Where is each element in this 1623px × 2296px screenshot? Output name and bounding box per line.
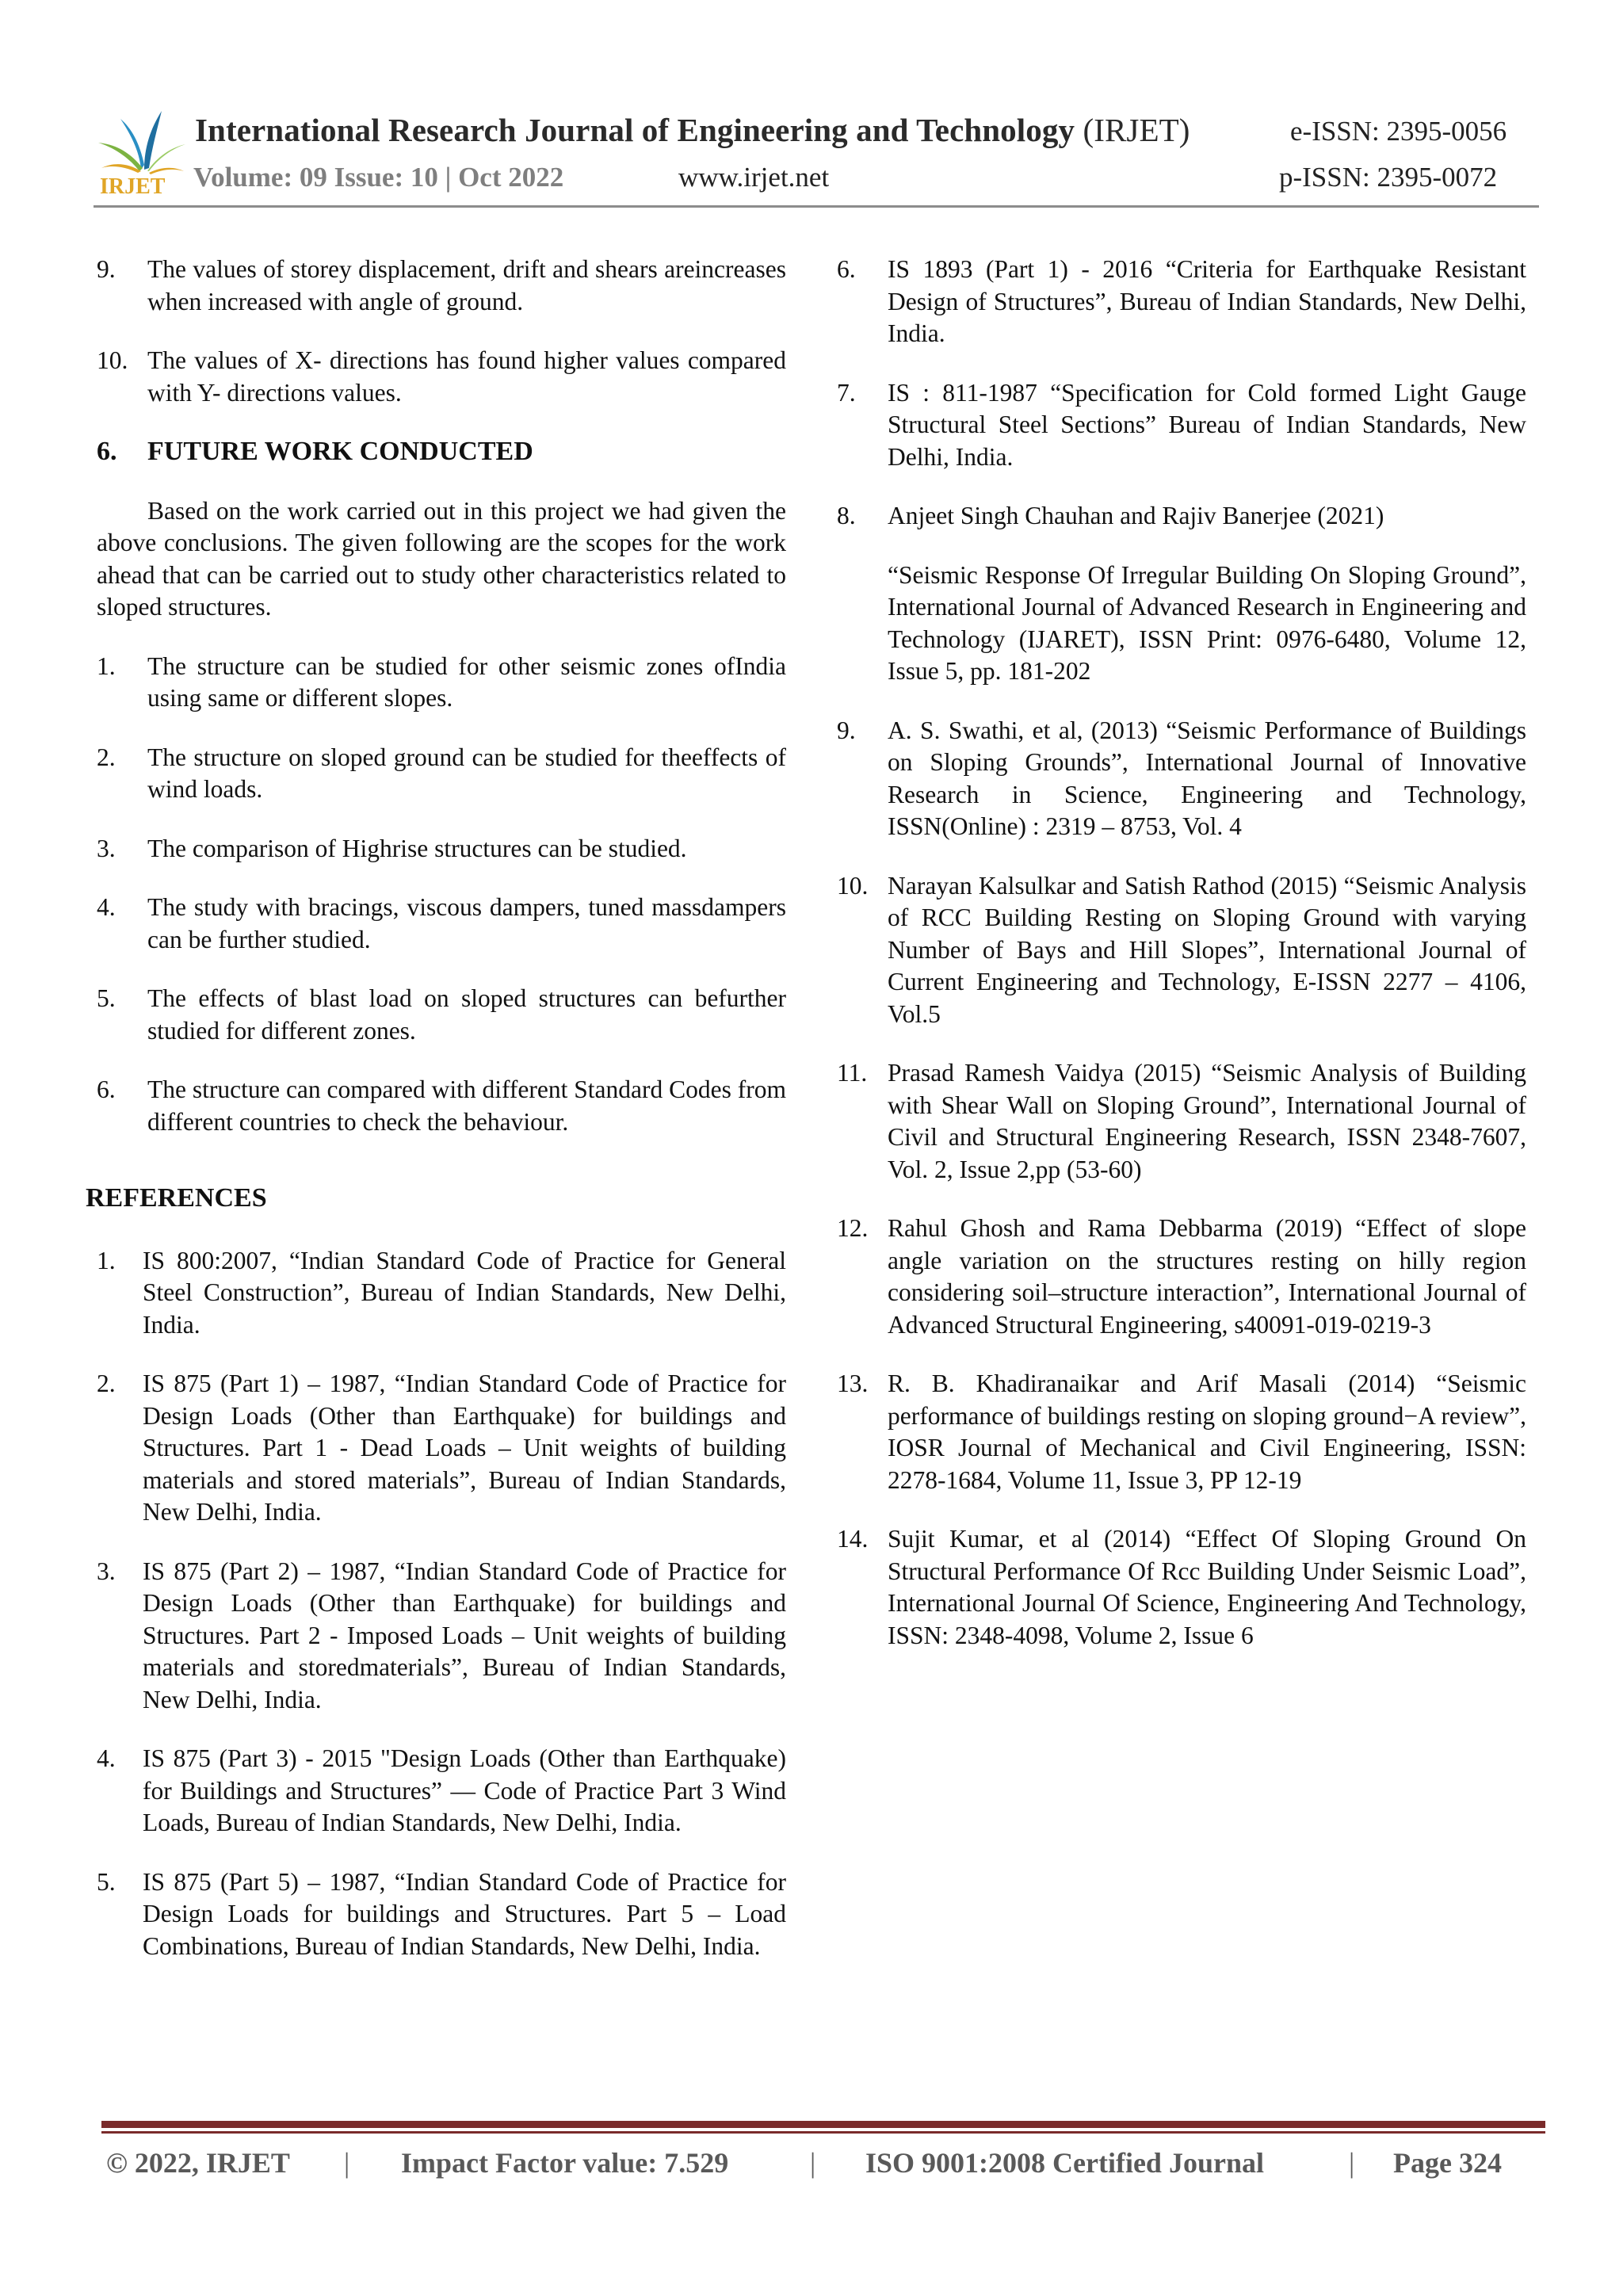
footer-impact-factor: Impact Factor value: 7.529 [401, 2147, 729, 2179]
header-divider [94, 205, 1539, 208]
logo-text: IRJET [100, 174, 166, 197]
footer-copyright: © 2022, IRJET [106, 2147, 290, 2179]
volume-issue: Volume: 09 Issue: 10 | Oct 2022 [193, 162, 564, 193]
reference-item: 11. Prasad Ramesh Vaidya (2015) “Seismic Analysis of Building with Shear Wall on Sloping Ground”, International Journal of Civil and Structural Engineering Research, ISSN 2348-7607, Vol. 2, Issue 2,pp (53-60) [837, 1059, 1526, 1183]
footer-rule-thin [101, 2131, 1545, 2134]
future-work-item: 3. The comparison of Highrise structures can be studied. [97, 834, 687, 862]
footer-separator: | [810, 2147, 816, 2179]
future-work-item: 5. The effects of blast load on sloped structures can befurther studied for different zones. [97, 984, 786, 1045]
reference-item: 4. IS 875 (Part 3) - 2015 "Design Loads (Other than Earthquake) for Buildings and Structures” — Code of Practice Part 3 Wind Loads, Bureau of Indian Standards, New Delhi, India. [97, 1744, 786, 1836]
section-heading-references: REFERENCES [86, 1183, 267, 1213]
right-column [837, 254, 1526, 1679]
future-work-item: 2. The structure on sloped ground can be studied for theeffects of wind loads. [97, 743, 786, 803]
future-work-item: 6. The structure can compared with different Standard Codes from different countries to check the behaviour. [97, 1075, 786, 1136]
irjet-logo-icon [94, 101, 190, 197]
footer-rule-thick [101, 2121, 1545, 2128]
future-work-item: 4. The study with bracings, viscous dampers, tuned massdampers can be further studied. [97, 893, 786, 953]
reference-item: 9. A. S. Swathi, et al, (2013) “Seismic Performance of Buildings on Sloping Grounds”, International Journal of Innovative Research in Science, Engineering and Technology, ISSN(Online) : 2319 – 8753, Vol. 4 [837, 716, 1526, 840]
conclusion-item: 9. The values of storey displacement, drift and shears areincreases when increased with angle of ground. [97, 255, 786, 315]
conclusion-item: 10. The values of X- directions has found higher values compared with Y- directions values. [97, 346, 786, 407]
reference-item: 14. Sujit Kumar, et al (2014) “Effect Of Sloping Ground On Structural Performance Of Rcc Building Under Seismic Load”, International Journal Of Science, Engineering And Technology, ISSN: 2348-4098, Volume 2, Issue 6 [837, 1525, 1526, 1649]
left-column [86, 254, 786, 1989]
eissn: e-ISSN: 2395-0056 [1290, 116, 1507, 147]
footer-iso: ISO 9001:2008 Certified Journal [865, 2147, 1264, 2179]
reference-item: 6. IS 1893 (Part 1) - 2016 “Criteria for Earthquake Resistant Design of Structures”, Bureau of Indian Standards, New Delhi, India. [837, 255, 1526, 347]
reference-item: 12. Rahul Ghosh and Rama Debbarma (2019) “Effect of slope angle variation on the structures resting on hilly region considering soil–structure interaction”, International Journal of Advanced Structural Engineering, s40091-019-0219-3 [837, 1214, 1526, 1339]
page-header [0, 0, 1623, 214]
reference-item: 1. IS 800:2007, “Indian Standard Code of Practice for General Steel Construction”, Bureau of Indian Standards, New Delhi, India. [97, 1246, 786, 1339]
reference-item: 3. IS 875 (Part 2) – 1987, “Indian Standard Code of Practice for Design Loads (Other than Earthquake) for buildings and Structures. Part 2 - Imposed Loads – Unit weights of building materials and storedmaterials”, Bureau of Indian Standards, New Delhi, India. [97, 1557, 786, 1713]
reference-item: 8. Anjeet Singh Chauhan and Rajiv Banerjee (2021) “Seismic Response Of Irregular Building On Sloping Ground”, International Journal of Advanced Research in Engineering and Technology (IJARET), ISSN Print: 0976-6480, Volume 12, Issue 5, pp. 181-202 [837, 502, 1526, 685]
reference-item: 2. IS 875 (Part 1) – 1987, “Indian Standard Code of Practice for Design Loads (Other than Earthquake) for buildings and Structures. Part 1 - Dead Loads – Unit weights of building materials and stored materials”, Bureau of Indian Standards, New Delhi, India. [97, 1370, 786, 1526]
pissn: p-ISSN: 2395-0072 [1279, 162, 1498, 193]
journal-abbr: (IRJET) [1083, 112, 1190, 148]
future-work-item: 1. The structure can be studied for other seismic zones ofIndia using same or different slopes. [97, 651, 786, 712]
section-heading-future-work: 6. FUTURE WORK CONDUCTED [97, 437, 533, 466]
reference-item: 13. R. B. Khadiranaikar and Arif Masali (2014) “Seismic performance of buildings resting on sloping ground−A review”, IOSR Journal of Mechanical and Civil Engineering, ISSN: 2278-1684, Volume 11, Issue 3, PP 12-19 [837, 1370, 1526, 1494]
journal-title [195, 111, 1190, 149]
footer-separator: | [1349, 2147, 1355, 2179]
footer-page-number: Page 324 [1393, 2147, 1502, 2179]
reference-list-left [97, 1245, 786, 1963]
reference-item: 10. Narayan Kalsulkar and Satish Rathod (2015) “Seismic Analysis of RCC Building Resting on Sloping Ground with varying Number of Bays and Hill Slopes”, International Journal of Current Engineering and Technology, E-ISSN 2277 – 4106, Vol.5 [837, 871, 1526, 1028]
reference-item: 5. IS 875 (Part 5) – 1987, “Indian Standard Code of Practice for Design Loads for buildings and Structures. Part 5 – Load Combinations, Bureau of Indian Standards, New Delhi, India. [97, 1867, 786, 1960]
journal-name: International Research Journal of Engineering and Technology [195, 112, 1075, 148]
journal-website-link[interactable]: www.irjet.net [678, 162, 830, 193]
footer-separator: | [344, 2147, 350, 2179]
reference-item: 7. IS : 811-1987 “Specification for Cold formed Light Gauge Structural Steel Sections” Bureau of Indian Standards, New Delhi, India. [837, 378, 1526, 471]
future-work-intro: Based on the work carried out in this project we had given the above conclusions. The given following are the scopes for the work ahead that can be carried out to study other characteristics related to sloped structures. [97, 496, 786, 621]
